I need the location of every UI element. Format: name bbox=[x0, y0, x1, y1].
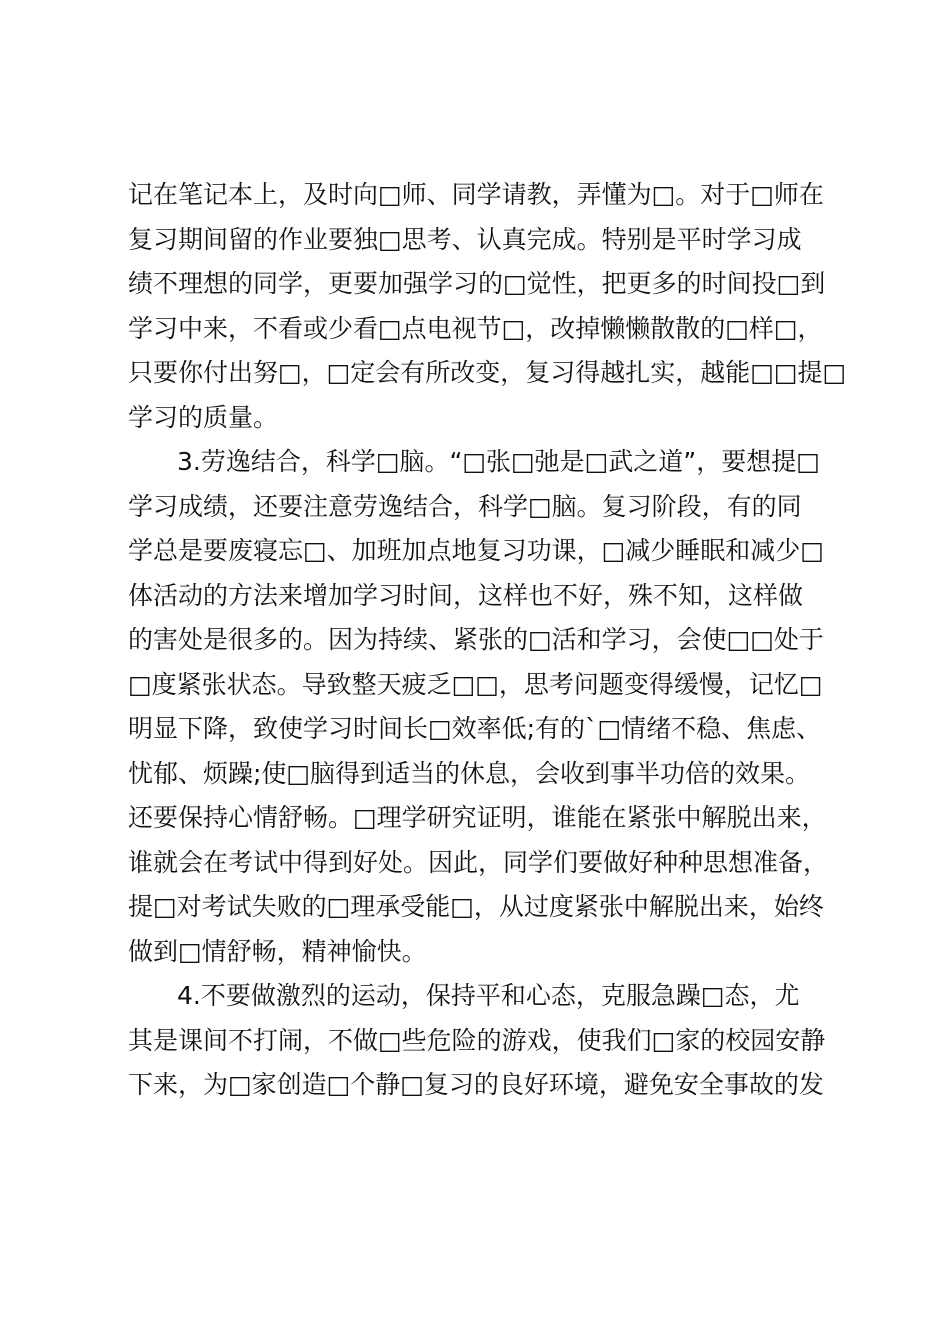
text-line: 体活动的方法来增加学习时间，这样也不好，殊不知，这样做 bbox=[128, 580, 804, 610]
text-line: 忧郁、烦躁;使□脑得到适当的休息，会收到事半功倍的效果。 bbox=[128, 758, 811, 788]
text-line: 只要你付出努□，□定会有所改变，复习得越扎实，越能□□提□ bbox=[128, 358, 847, 387]
text-line: 复习期间留的作业要独□思考、认真完成。特别是平时学习成 bbox=[128, 224, 802, 254]
document-body bbox=[128, 173, 868, 1108]
text-line: 绩不理想的同学，更要加强学习的□觉性，把更多的时间投□到 bbox=[128, 269, 826, 298]
text-line: □度紧张状态。导致整天疲乏□□，思考问题变得缓慢，记忆□ bbox=[128, 669, 823, 699]
text-line: 学习成绩，还要注意劳逸结合，科学□脑。复习阶段，有的同 bbox=[128, 491, 802, 521]
text-line: 学总是要废寝忘□、加班加点地复习功课，□减少睡眠和减少□ bbox=[128, 536, 824, 565]
text-line: 记在笔记本上，及时向□师、同学请教，弄懂为□。对于□师在 bbox=[128, 180, 824, 209]
text-line: 谁就会在考试中得到好处。因此，同学们要做好种种思想准备， bbox=[128, 847, 829, 877]
text-line: 的害处是很多的。因为持续、紧张的□活和学习，会使□□处于 bbox=[128, 625, 824, 654]
text-line: 明显下降，致使学习时间长□效率低;有的`□情绪不稳、焦虑、 bbox=[128, 714, 822, 743]
text-line: 做到□情舒畅，精神愉快。 bbox=[128, 936, 427, 966]
text-line: 学习的质量。 bbox=[128, 402, 279, 432]
text-line: 学习中来，不看或少看□点电视节□，改掉懒懒散散的□样□， bbox=[128, 313, 823, 343]
text-line: 提□对考试失败的□理承受能□，从过度紧张中解脱出来，始终 bbox=[128, 892, 824, 921]
text-line: 下来，为□家创造□个静□复习的良好环境，避免安全事故的发 bbox=[128, 1070, 824, 1099]
paragraph-3-heading-line: 3.劳逸结合，科学□脑。“□张□弛是□武之道”，要想提□ bbox=[177, 447, 820, 476]
text-line: 还要保持心情舒畅。□理学研究证明，谁能在紧张中解脱出来， bbox=[128, 803, 827, 832]
paragraph-4-heading-line: 4.不要做激烈的运动，保持平和心态，克服急躁□态，尤 bbox=[177, 981, 800, 1010]
text-line: 其是课间不打闹，不做□些危险的游戏，使我们□家的校园安静 bbox=[128, 1025, 826, 1055]
